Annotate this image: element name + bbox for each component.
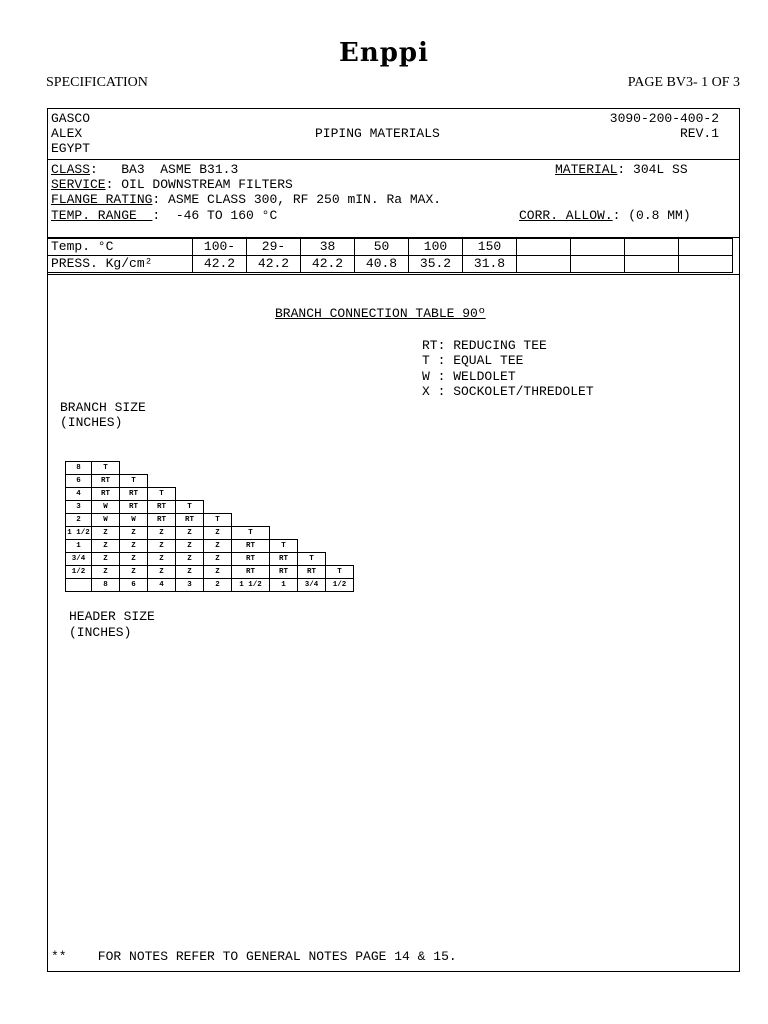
connection-cell: Z [92, 566, 120, 579]
branch-connection-table [65, 461, 354, 592]
empty-cell [298, 540, 326, 553]
client-name: GASCO [51, 111, 91, 126]
connection-cell: RT [270, 553, 298, 566]
temperature-cell [517, 239, 571, 256]
document-type: SPECIFICATION [46, 75, 148, 90]
header-size-cell: 2 [204, 579, 232, 592]
connection-cell: Z [176, 540, 204, 553]
empty-cell [232, 475, 270, 488]
header-size-cell: 8 [92, 579, 120, 592]
pressure-cell: 42.2 [193, 256, 247, 273]
header-size-cell: 4 [148, 579, 176, 592]
temperature-cell [571, 239, 625, 256]
header-size-cell: 1 1/2 [232, 579, 270, 592]
connection-cell: RT [120, 488, 148, 501]
empty-cell [326, 462, 354, 475]
empty-cell [270, 514, 298, 527]
empty-cell [232, 462, 270, 475]
connection-cell: T [176, 501, 204, 514]
branch-size-cell: 1/2 [66, 566, 92, 579]
class-value: : BA3 ASME B31.3 [90, 162, 239, 177]
temperature-cell: 150 [463, 239, 517, 256]
material-value: : 304L SS [617, 162, 688, 177]
connection-cell: Z [148, 527, 176, 540]
empty-cell [176, 475, 204, 488]
connection-cell: Z [92, 540, 120, 553]
corrosion-label: CORR. ALLOW. [519, 208, 613, 223]
empty-cell [204, 501, 232, 514]
legend-item: T : EQUAL TEE [422, 353, 524, 368]
connection-cell: W [120, 514, 148, 527]
temperature-cell: 50 [355, 239, 409, 256]
connection-cell: Z [148, 553, 176, 566]
connection-cell: Z [120, 527, 148, 540]
header-size-cell: 1/2 [326, 579, 354, 592]
corrosion-line [519, 208, 691, 223]
branch-size-cell: 1 1/2 [66, 527, 92, 540]
connection-cell: T [270, 540, 298, 553]
header-size-label: HEADER SIZE [69, 609, 155, 624]
header-size-cell: 6 [120, 579, 148, 592]
connection-cell: Z [204, 566, 232, 579]
pressure-cell: 40.8 [355, 256, 409, 273]
legend-item: X : SOCKOLET/THREDOLET [422, 384, 594, 399]
connection-cell: RT [298, 566, 326, 579]
temp-range-label: TEMP. RANGE [51, 208, 153, 223]
flange-value: : ASME CLASS 300, RF 250 mIN. Ra MAX. [152, 192, 442, 207]
branch-size-cell: 2 [66, 514, 92, 527]
material-label: MATERIAL [555, 162, 618, 177]
connection-cell: RT [232, 566, 270, 579]
empty-cell [326, 514, 354, 527]
spec-sheet-frame [47, 108, 740, 972]
pressure-temperature-table [47, 238, 733, 273]
connection-cell: Z [148, 566, 176, 579]
connection-cell: W [92, 501, 120, 514]
empty-cell [270, 501, 298, 514]
empty-cell [270, 488, 298, 501]
connection-cell: Z [204, 553, 232, 566]
connection-cell: T [92, 462, 120, 475]
branch-table-row [66, 553, 354, 566]
connection-cell: W [92, 514, 120, 527]
branch-size-cell: 8 [66, 462, 92, 475]
connection-cell: RT [232, 540, 270, 553]
temperature-cell: 38 [301, 239, 355, 256]
header-size-row [66, 579, 354, 592]
connection-cell: RT [148, 514, 176, 527]
page-number: PAGE BV3- 1 OF 3 [627, 75, 740, 90]
temperature-cell: 29- [247, 239, 301, 256]
connection-cell: T [298, 553, 326, 566]
empty-cell [326, 527, 354, 540]
legend-item: RT: REDUCING TEE [422, 338, 547, 353]
empty-cell [326, 501, 354, 514]
empty-cell [204, 475, 232, 488]
connection-cell: Z [176, 527, 204, 540]
pressure-cell [517, 256, 571, 273]
pressure-cell: 35.2 [409, 256, 463, 273]
branch-table-row [66, 462, 354, 475]
empty-cell [270, 527, 298, 540]
branch-size-label: BRANCH SIZE [60, 400, 146, 415]
temp-range-value: : -46 TO 160 °C [152, 208, 278, 223]
empty-cell [298, 527, 326, 540]
empty-cell [326, 553, 354, 566]
empty-cell [298, 514, 326, 527]
material-line [555, 162, 688, 177]
branch-table-row [66, 527, 354, 540]
document-number: 3090-200-400-2 [609, 111, 719, 126]
connection-cell: Z [120, 566, 148, 579]
empty-cell [232, 488, 270, 501]
empty-cell [326, 475, 354, 488]
general-notes-reference: ** FOR NOTES REFER TO GENERAL NOTES PAGE 14 & 15. [51, 949, 457, 964]
branch-size-units: (INCHES) [60, 415, 123, 430]
pressure-row [48, 256, 733, 273]
header-size-units: (INCHES) [69, 625, 132, 640]
pressure-cell: 31.8 [463, 256, 517, 273]
class-line [51, 162, 238, 177]
empty-cell [204, 488, 232, 501]
empty-cell [232, 501, 270, 514]
divider [48, 159, 739, 160]
empty-cell [326, 540, 354, 553]
empty-cell [204, 462, 232, 475]
class-label: CLASS [51, 162, 91, 177]
empty-cell [148, 475, 176, 488]
branch-size-cell: 4 [66, 488, 92, 501]
connection-cell: Z [176, 566, 204, 579]
document-title: PIPING MATERIALS [315, 126, 440, 141]
temperature-cell: 100 [409, 239, 463, 256]
connection-cell: RT [120, 501, 148, 514]
pressure-cell: 42.2 [301, 256, 355, 273]
connection-cell: Z [176, 553, 204, 566]
branch-table-row [66, 475, 354, 488]
divider [48, 274, 739, 275]
connection-cell: T [326, 566, 354, 579]
pressure-header: PRESS. Kg/cm² [48, 256, 193, 273]
company-logo: Enppi [339, 38, 429, 68]
connection-cell: RT [232, 553, 270, 566]
pressure-cell [571, 256, 625, 273]
empty-cell [120, 462, 148, 475]
header-size-cell: 1 [270, 579, 298, 592]
connection-cell: T [148, 488, 176, 501]
connection-cell: Z [120, 540, 148, 553]
pressure-cell: 42.2 [247, 256, 301, 273]
temp-range-line [51, 208, 277, 223]
service-line [51, 177, 293, 192]
empty-cell [270, 462, 298, 475]
empty-cell [176, 462, 204, 475]
flange-line [51, 192, 441, 207]
connection-cell: RT [270, 566, 298, 579]
temperature-cell: 100- [193, 239, 247, 256]
connection-cell: T [204, 514, 232, 527]
empty-cell [298, 475, 326, 488]
connection-cell: Z [148, 540, 176, 553]
connection-cell: RT [92, 475, 120, 488]
branch-size-cell: 6 [66, 475, 92, 488]
branch-table-row [66, 514, 354, 527]
connection-cell: T [120, 475, 148, 488]
service-value: : OIL DOWNSTREAM FILTERS [105, 177, 293, 192]
temperature-cell [625, 239, 679, 256]
empty-cell [326, 488, 354, 501]
connection-cell: Z [92, 527, 120, 540]
empty-cell [176, 488, 204, 501]
empty-cell [298, 488, 326, 501]
branch-table-row [66, 540, 354, 553]
connection-cell: Z [120, 553, 148, 566]
temperature-cell [679, 239, 733, 256]
connection-cell: Z [92, 553, 120, 566]
corrosion-value: : (0.8 MM) [612, 208, 691, 223]
header-size-cell: 3/4 [298, 579, 326, 592]
branch-size-cell: 3/4 [66, 553, 92, 566]
legend-item: W : WELDOLET [422, 369, 516, 384]
client-city: ALEX [51, 126, 83, 141]
connection-cell: RT [176, 514, 204, 527]
branch-table-row [66, 501, 354, 514]
temperature-row [48, 239, 733, 256]
empty-cell [298, 501, 326, 514]
header-size-cell: 3 [176, 579, 204, 592]
client-country: EGYPT [51, 141, 91, 156]
empty-cell [148, 462, 176, 475]
connection-cell: Z [204, 540, 232, 553]
service-label: SERVICE [51, 177, 106, 192]
revision-label: REV.1 [679, 126, 719, 141]
flange-label: FLANGE RATING [51, 192, 153, 207]
temperature-header: Temp. °C [48, 239, 193, 256]
branch-table-row [66, 488, 354, 501]
connection-cell: RT [148, 501, 176, 514]
connection-cell: T [232, 527, 270, 540]
empty-cell [270, 475, 298, 488]
connection-cell: Z [204, 527, 232, 540]
header-corner-cell [66, 579, 92, 592]
branch-table-row [66, 566, 354, 579]
connection-cell: RT [92, 488, 120, 501]
empty-cell [298, 462, 326, 475]
branch-size-cell: 1 [66, 540, 92, 553]
branch-size-cell: 3 [66, 501, 92, 514]
empty-cell [232, 514, 270, 527]
pressure-cell [625, 256, 679, 273]
branch-table-title: BRANCH CONNECTION TABLE 90º [275, 306, 486, 321]
pressure-cell [679, 256, 733, 273]
